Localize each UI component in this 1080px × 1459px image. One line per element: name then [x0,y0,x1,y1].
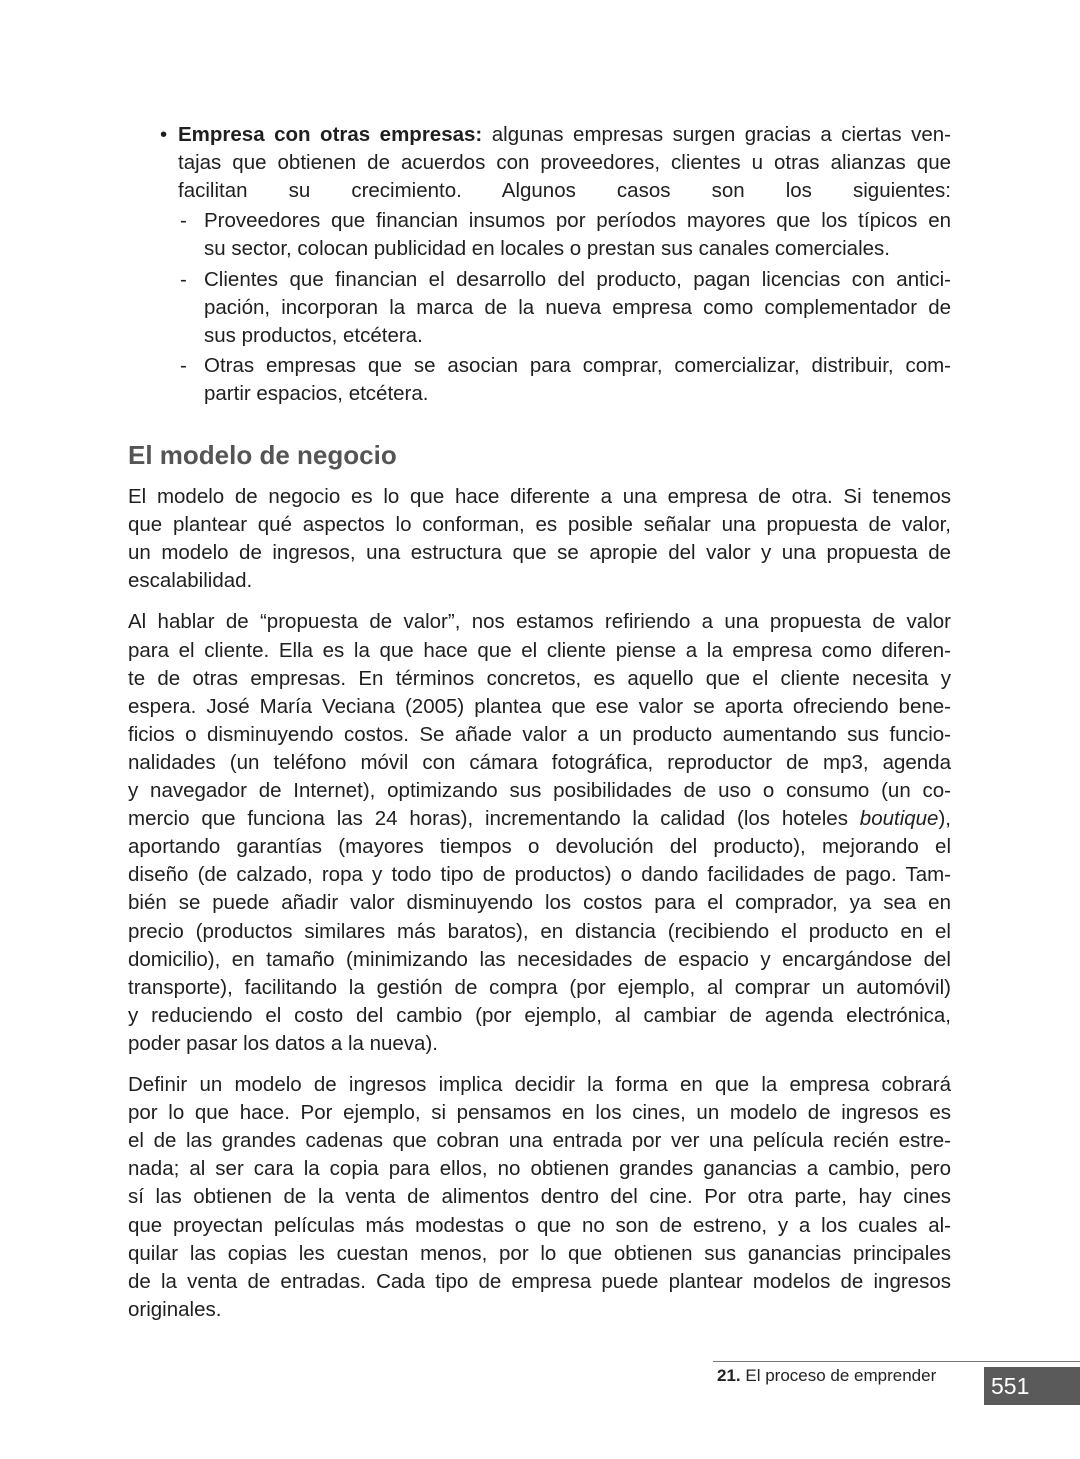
text-line [128,1002,951,1030]
chapter-number: 21. [717,1366,741,1385]
text-span: originales. [128,1297,222,1321]
text-line [128,483,951,511]
text-line [204,322,951,350]
bold-text: Empresa con otras empresas: [178,123,483,146]
text-line [128,693,951,721]
text-span: facilitan su crecimiento. Algunos casos son los siguientes: [178,179,951,203]
text-span: Definir un modelo de ingresos implica decidir la forma en que la empresa cobrará [128,1073,951,1096]
text-span: bién se puede añadir valor disminuyendo los costos para el comprador, ya sea en [128,891,951,915]
text-line [128,567,951,595]
text-line [128,1071,951,1099]
text-span: partir espacios, etcétera. [204,381,429,405]
text-line [128,1099,951,1127]
text-span: Proveedores que financian insumos por períodos mayores que los típicos en [204,209,951,233]
text-span: tajas que obtienen de acuerdos con proveedores, clientes u otras alianzas que [178,151,951,175]
italic-text: boutique [859,807,939,831]
footer-chapter [717,1366,936,1386]
text-span: y navegador de Internet), optimizando sus posibilidades de uso o consumo (un co- [128,779,951,802]
text-span: quilar las copias les cuestan menos, por lo que obtienen sus ganancias principales [128,1241,951,1265]
text-line [128,539,951,567]
section-heading: El modelo de negocio [128,440,397,470]
text-line [204,266,951,294]
text-line [128,1296,951,1324]
dash-marker: - [180,209,187,233]
text-span: ), [938,807,951,831]
text-line [128,974,951,1002]
text-span: algunas empresas surgen gracias a ciertas ven- [482,123,951,146]
text-line [128,777,951,805]
bullet-marker: • [160,123,168,146]
text-line [128,1268,951,1296]
text-span: pación, incorporan la marca de la nueva empresa como complementador de [204,295,951,319]
text-line [128,637,951,665]
text-line [128,861,951,889]
text-span: nada; al ser cara la copia para ellos, no obtienen grandes ganancias a cambio, pero [128,1157,951,1181]
text-line [128,1030,951,1058]
text-span: El modelo de negocio es lo que hace diferente a una empresa de otra. Si tenemos [128,485,951,508]
text-line [178,177,951,205]
text-line [128,749,951,777]
text-line [128,721,951,749]
text-span: sí las obtienen de la venta de alimentos dentro del cine. Por otra parte, hay cines [128,1185,951,1209]
dash-marker: - [180,353,187,377]
text-span: sus productos, etcétera. [204,323,423,347]
page-number: 551 [984,1367,1080,1405]
text-span: Clientes que financian el desarrollo del producto, pagan licencias con antici- [204,267,951,291]
text-line [204,380,951,408]
text-line [204,235,951,263]
text-line [128,1240,951,1268]
text-span: de la venta de entradas. Cada tipo de empresa puede plantear modelos de ingresos [128,1269,951,1293]
text-line [128,833,951,861]
text-span: el de las grandes cadenas que cobran una entrada por ver una película recién estre- [128,1129,951,1153]
text-span: ficios o disminuyendo costos. Se añade valor a un producto aumentando sus funcio- [128,722,951,746]
text-span: domicilio), en tamaño (minimizando las necesidades de espacio y encargándose del [128,947,951,971]
text-line [128,1155,951,1183]
text-line [128,1183,951,1211]
text-line [128,918,951,946]
text-span: transporte), facilitando la gestión de compra (por ejemplo, al comprar un automóvil) [128,975,951,999]
footer-rule [713,1361,1080,1362]
text-span: y reduciendo el costo del cambio (por ejemplo, al cambiar de agenda electrónica, [128,1003,951,1027]
text-span: te de otras empresas. En términos concretos, es aquello que el cliente necesita y [128,666,951,690]
text-span: escalabilidad. [128,569,253,593]
text-line [204,294,951,322]
text-line [128,511,951,539]
text-span: espera. José María Veciana (2005) plantea que ese valor se aporta ofreciendo bene- [128,694,951,718]
text-line [178,149,951,177]
text-line [178,121,951,149]
text-span: que proyectan películas más modestas o que no son de estreno, y a los cuales al- [128,1213,951,1237]
text-span: por lo que hace. Por ejemplo, si pensamos en los cines, un modelo de ingresos es [128,1101,951,1125]
text-span: Al hablar de “propuesta de valor”, nos estamos refiriendo a una propuesta de valor [128,610,951,634]
text-span: aportando garantías (mayores tiempos o devolución del producto), mejorando el [128,835,951,859]
text-span: poder pasar los datos a la nueva). [128,1031,438,1055]
text-span: diseño (de calzado, ropa y todo tipo de productos) o dando facilidades de pago. Tam- [128,863,951,887]
text-line [128,1212,951,1240]
text-span: que plantear qué aspectos lo conforman, es posible señalar una propuesta de valor, [128,513,951,537]
text-span: un modelo de ingresos, una estructura que se apropie del valor y una propuesta de [128,541,951,565]
text-span: su sector, colocan publicidad en locales o prestan sus canales comerciales. [204,237,890,261]
text-line [128,665,951,693]
text-line [204,207,951,235]
chapter-title: El proceso de emprender [740,1366,937,1385]
text-span: precio (productos similares más baratos), en distancia (recibiendo el producto en el [128,919,951,943]
text-line [128,608,951,636]
text-line [204,352,951,380]
text-line [128,805,951,833]
dash-marker: - [180,267,187,291]
text-line [128,946,951,974]
text-span: nalidades (un teléfono móvil con cámara fotográfica, reproductor de mp3, agenda [128,750,951,774]
text-span: para el cliente. Ella es la que hace que el cliente piense a la empresa como diferen- [128,638,951,662]
text-line [128,889,951,917]
text-span: Otras empresas que se asocian para comprar, comercializar, distribuir, com- [204,353,951,377]
text-line [128,1127,951,1155]
text-span: mercio que funciona las 24 horas), incrementando la calidad (los hoteles [128,807,860,831]
